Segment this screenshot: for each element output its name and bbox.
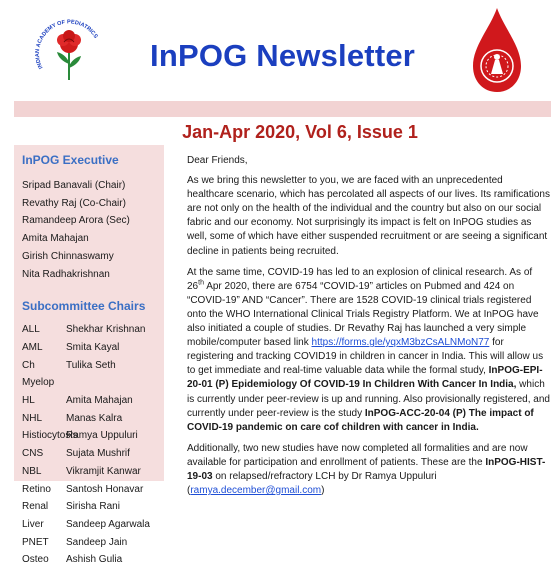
subcommittee-chair: Sandeep Agarwala (66, 518, 150, 530)
subcommittee-row (14, 551, 164, 569)
subcommittee-row (14, 463, 164, 481)
subcommittee-chair: Manas Kalra (66, 412, 123, 424)
subcommittee-chair: Amita Mahajan (66, 395, 133, 407)
inpog-drop-logo (470, 6, 524, 94)
header-divider-band (14, 101, 551, 117)
subcommittee-chair: Sandeep Jain (66, 536, 128, 548)
paragraph-3-text: Additionally, two new studies have now completed all formalities and are now available for participation and enrollment of patients. These are the (187, 442, 528, 468)
subcommittee-list (14, 321, 164, 569)
executive-member: Ramandeep Arora (Sec) (22, 215, 130, 227)
paragraph-3-text: ) (321, 485, 325, 497)
subcommittee-chair: Sirisha Rani (66, 501, 120, 513)
subcommittee-chair: Santosh Honavar (66, 483, 144, 495)
iap-logo-text: INDIAN ACADEMY OF PEDIATRICS (34, 19, 99, 70)
subcommittee-area: Ch Myelop (22, 359, 55, 389)
study-title-epi: InPOG-EPI-20-01 (P) Epidemiology Of COVID-19 In Children With Cancer In India, (187, 365, 543, 391)
subcommittee-area: CNS (22, 448, 44, 460)
subcommittee-row (14, 321, 164, 339)
executive-member: Amita Mahajan (22, 233, 89, 245)
subcommittee-area: Osteo (22, 554, 49, 566)
subcommittee-row (14, 427, 164, 445)
subcommittee-row (14, 445, 164, 463)
paragraph-2 (187, 266, 551, 435)
paragraph-2-text: which is currently under peer-review is up and running. Also provisionally registered, and currently under peer-review is the study (187, 379, 550, 419)
subcommittee-row (14, 357, 164, 392)
greeting: Dear Friends, (187, 155, 248, 166)
subcommittee-row (14, 516, 164, 534)
covid-registration-link[interactable]: https://forms.gle/yqxM3bzCsALNMoN77 (311, 337, 490, 349)
subcommittee-chair: Ramya Uppuluri (66, 430, 138, 442)
subcommittee-row (14, 410, 164, 428)
subcommittee-chair: Shekhar Krishnan (66, 324, 146, 336)
subcommittee-area: Histiocytosis (22, 430, 78, 442)
executive-heading: InPOG Executive (22, 153, 119, 167)
executive-member: Girish Chinnaswamy (22, 250, 114, 262)
paragraph-2-text: for registering and tracking COVID19 in children in cancer in India. This will allow us to get immediate and real-time valuable data while the formal study, (187, 337, 544, 377)
subcommittee-area: Liver (22, 518, 44, 530)
study-id-hist: InPOG-HIST-19-03 (187, 456, 546, 482)
subcommittee-area: PNET (22, 536, 49, 548)
subcommittee-area: NHL (22, 412, 43, 424)
paragraph-2-text: Apr 2020, there are 6754 “COVID-19” articles on Pubmed and 424 on “COVID-19” AND “Cancer”. There are 1528 COVID-19 clinical trials registered onto the WHO International Clinical Trials Registry Platform. We at InPOG have also initiated a couple of studies. Dr Revathy Raj has launched a very simple mobile/computer based link (187, 280, 539, 349)
executive-member: Revathy Raj (Co-Chair) (22, 197, 126, 209)
subcommittee-chair: Smita Kayal (66, 341, 120, 353)
sidebar (14, 145, 164, 566)
subcommittee-row (14, 534, 164, 552)
subcommittee-area: NBL (22, 465, 42, 477)
newsletter-title: InPOG Newsletter (150, 38, 416, 73)
newsletter-header (0, 0, 560, 100)
ordinal-suffix: th (198, 279, 204, 287)
subcommittee-chair: Sujata Mushrif (66, 448, 130, 460)
issue-title: Jan-Apr 2020, Vol 6, Issue 1 (182, 122, 418, 142)
paragraph-3 (187, 442, 551, 498)
study-title-acc: InPOG-ACC-20-04 (P) The impact of COVID-19 pandemic on care cof children with cancer in India. (187, 407, 534, 433)
subcommittee-chair: Vikramjit Kanwar (66, 465, 141, 477)
email-link[interactable]: ramya.december@gmail.com (190, 485, 322, 497)
paragraph-1: As we bring this newsletter to you, we are faced with an unprecedented healthcare scenario, which has percolated all aspects of our lives. Its ramifications are not only on the health of the individual and the country but also on our social fabric and our economy. Not surprisingly its impact is felt on InPOG studies as well, some of which have either suspended recruitment or are seeing a significant decline in patients being recruited. (187, 175, 550, 257)
letter-body (187, 154, 551, 505)
subcommittee-row (14, 392, 164, 410)
subcommittee-chair: Ashish Gulia (66, 554, 123, 566)
paragraph-3-text: on relapsed/refractory LCH by Dr Ramya Uppuluri ( (187, 470, 437, 497)
subcommittee-area: Retino (22, 483, 51, 495)
iap-logo (30, 12, 108, 90)
executive-list (14, 177, 164, 283)
executive-member: Nita Radhakrishnan (22, 268, 110, 280)
subcommittee-area: HL (22, 395, 35, 407)
paragraph-2-text: At the same time, COVID-19 has led to an explosion of clinical research. As of 26 (187, 266, 533, 292)
subcommittee-row (14, 498, 164, 516)
subcommittee-area: Renal (22, 501, 49, 513)
subcommittee-row (14, 481, 164, 499)
executive-member: Sripad Banavali (Chair) (22, 180, 126, 191)
subcommittee-row (14, 339, 164, 357)
subcommittee-chair: Tulika Seth (66, 359, 116, 371)
subcommittee-area: ALL (22, 324, 40, 336)
subcommittee-heading: Subcommittee Chairs (22, 299, 146, 314)
subcommittee-area: AML (22, 341, 43, 353)
